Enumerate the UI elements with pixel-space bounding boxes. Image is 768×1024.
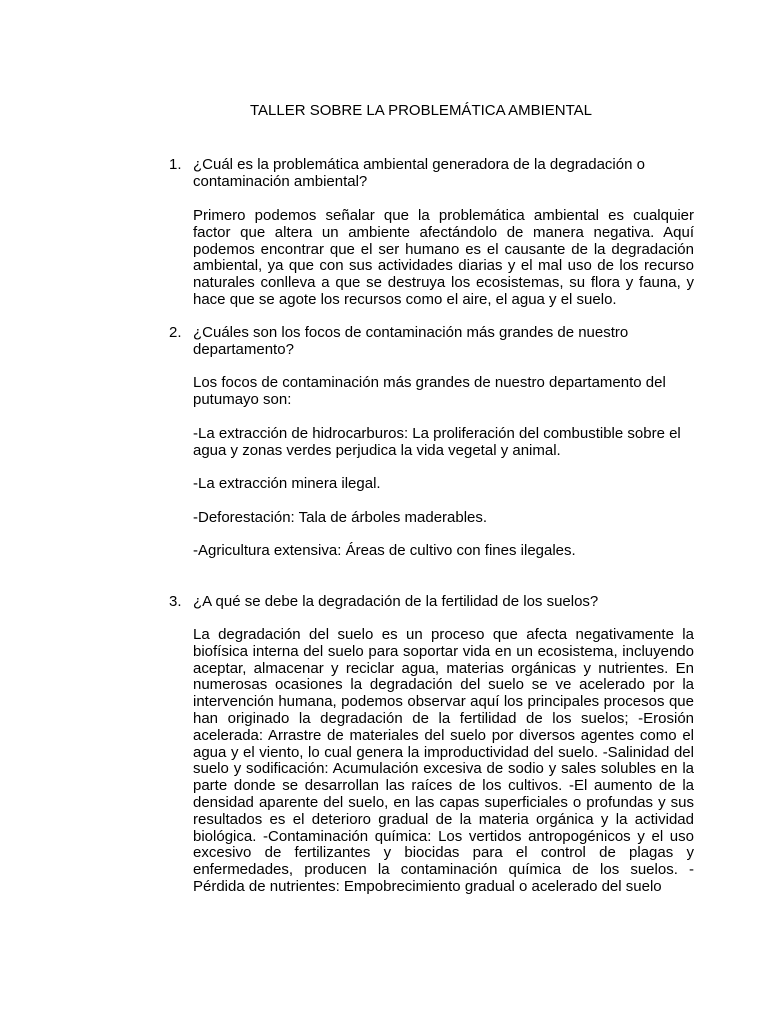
list-number-1: 1.	[169, 156, 182, 173]
answer-3-paragraph-1: La degradación del suelo es un proceso que afecta negativamente la biofísica interna del suelo para soportar vida en un ecosistema, incluyendo aceptar, almacenar y reciclar agua, materias orgánicas y nutrientes. En numerosas ocasiones la degradación del suelo se ve acelerado por la intervención humana, podemos observar aquí los principales procesos que han originado la degradación de la fertilidad de los suelos; -Erosión acelerada: Arrastre de materiales del suelo por diversos agentes como el agua y el viento, lo cual genera la improductividad del suelo. -Salinidad del suelo y sodificación: Acumulación excesiva de sodio y sales solubles en la parte donde se desarrollan las raíces de los cultivos. -El aumento de la densidad aparente del suelo, en las capas superficiales o profundas y sus resultados es el deterioro gradual de la materia orgánica y la actividad biológica. -Contaminación química: Los vertidos antropogénicos y el uso excesivo de fertilizantes y biocidas para el control de plagas y enfermedades, producen la contaminación química de los suelos. - Pérdida de nutrientes: Empobrecimiento gradual o acelerado del suelo	[193, 626, 694, 895]
answer-2-paragraph-1: Los focos de contaminación más grandes de nuestro departamento del putumayo son:	[193, 374, 666, 408]
answer-2-paragraph-3: -La extracción minera ilegal.	[193, 475, 381, 492]
answer-2-paragraph-5: -Agricultura extensiva: Áreas de cultivo con fines ilegales.	[193, 542, 576, 559]
answer-2-paragraph-4: -Deforestación: Tala de árboles maderables.	[193, 509, 488, 526]
page-title: TALLER SOBRE LA PROBLEMÁTICA AMBIENTAL	[249, 102, 593, 119]
question-2: ¿Cuáles son los focos de contaminación más grandes de nuestro departamento?	[193, 324, 629, 358]
list-number-3: 3.	[169, 593, 182, 610]
question-3: ¿A qué se debe la degradación de la fertilidad de los suelos?	[193, 593, 599, 610]
question-1: ¿Cuál es la problemática ambiental generadora de la degradación o contaminación ambiental?	[193, 156, 645, 190]
list-number-2: 2.	[169, 324, 182, 341]
answer-1-paragraph-1: Primero podemos señalar que la problemática ambiental es cualquier factor que altera un ambiente afectándolo de manera negativa. Aquí podemos encontrar que el ser humano es el causante de la degradación ambiental, ya que con sus actividades diarias y el mal uso de los recurso naturales conlleva a que se destruya los ecosistemas, su flora y fauna, y hace que se agote los recursos como el aire, el agua y el suelo.	[193, 207, 694, 308]
answer-2-paragraph-2: -La extracción de hidrocarburos: La proliferación del combustible sobre el agua y zonas verdes perjudica la vida vegetal y animal.	[193, 425, 681, 459]
